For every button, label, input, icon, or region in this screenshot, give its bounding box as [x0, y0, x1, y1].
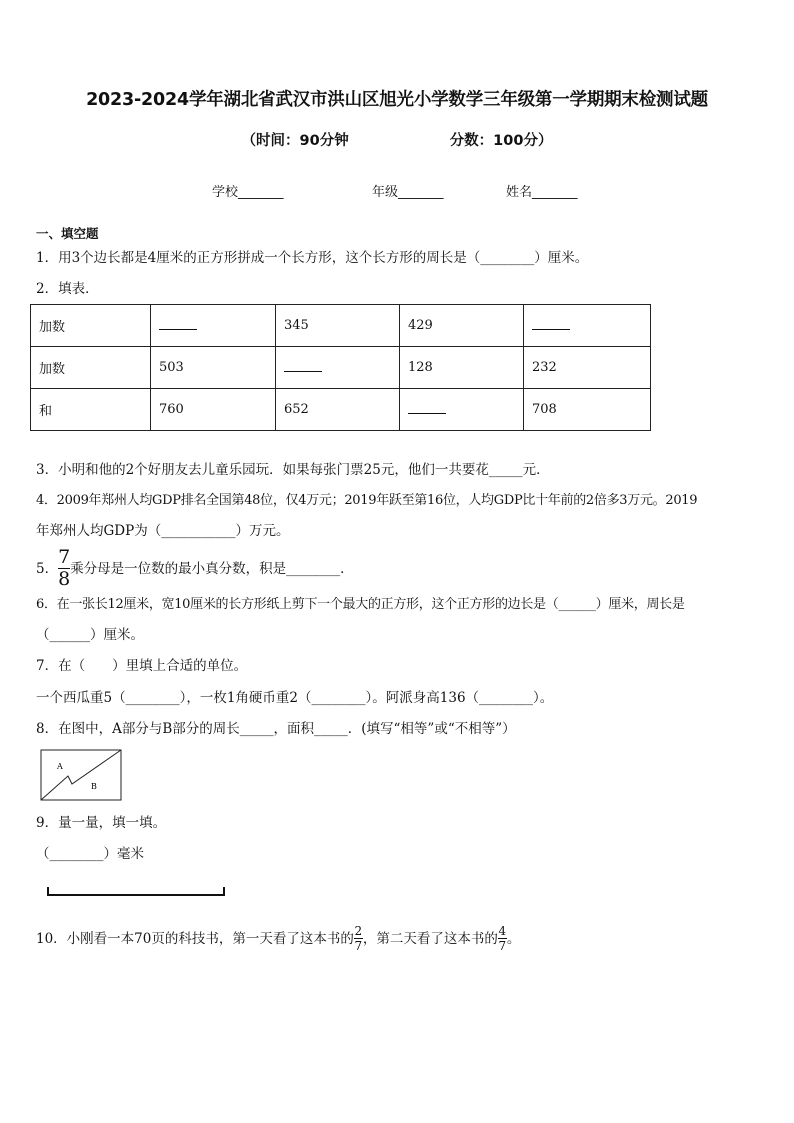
- table-cell: 232: [524, 347, 651, 389]
- table-cell: 760: [151, 389, 276, 431]
- question-5: [36, 548, 354, 589]
- question-9-blank: （________）毫米: [36, 846, 144, 862]
- question-5-number: 5．: [36, 560, 59, 577]
- question-7-line-2: 一个西瓜重5（________），一枚1角硬币重2（________）。阿派身高136（________）。: [36, 690, 554, 706]
- table-cell: 503: [151, 347, 276, 389]
- figure-divider: [41, 750, 121, 800]
- question-6-line-2: （______）厘米。: [36, 627, 144, 643]
- fraction-numerator: 7: [58, 546, 71, 568]
- table-cell-blank[interactable]: [151, 305, 276, 347]
- table-row: [31, 305, 651, 347]
- table-cell-blank[interactable]: [400, 389, 524, 431]
- label-b: B: [91, 782, 97, 791]
- table-cell: 加数: [31, 305, 151, 347]
- table-cell: 345: [276, 305, 400, 347]
- answer-blank[interactable]: [532, 318, 570, 330]
- table-cell-blank[interactable]: [276, 347, 400, 389]
- rectangle-ab-figure: [40, 749, 122, 801]
- question-8: 8．在图中，A部分与B部分的周长_____，面积_____．(填写“相等”或“不相等”）: [36, 721, 516, 737]
- table-cell: 429: [400, 305, 524, 347]
- fraction-denominator: 7: [354, 939, 363, 953]
- section-title: 一、填空题: [36, 226, 99, 241]
- table-cell: 652: [276, 389, 400, 431]
- question-2: 2．填表．: [36, 281, 99, 297]
- table-cell: 708: [524, 389, 651, 431]
- label-a: A: [57, 762, 63, 771]
- exam-meta: [0, 129, 794, 150]
- question-10-text-a: 10．小刚看一本70页的科技书，第一天看了这本书的: [36, 930, 354, 947]
- question-10-text-b: ，第二天看了这本书的: [362, 930, 498, 947]
- page-title: 2023-2024学年湖北省武汉市洪山区旭光小学数学三年级第一学期期末检测试题: [86, 90, 708, 110]
- question-4-line-2: 年郑州人均GDP为（___________）万元。: [36, 523, 290, 539]
- exam-score: 分数：100分）: [449, 133, 553, 149]
- answer-blank[interactable]: [284, 360, 322, 372]
- question-9: 9．量一量，填一填。: [36, 815, 167, 831]
- table-cell: 加数: [31, 347, 151, 389]
- table-cell-blank[interactable]: [524, 305, 651, 347]
- table-cell: 128: [400, 347, 524, 389]
- fraction-numerator: 2: [354, 924, 363, 938]
- addition-table: [30, 304, 651, 431]
- question-10: [36, 925, 520, 952]
- exam-time: （时间：90分钟: [241, 133, 349, 149]
- table-row: [31, 389, 651, 431]
- question-10-text-c: 。: [506, 930, 521, 947]
- fraction-numerator: 4: [498, 924, 507, 938]
- fraction-7-8: [58, 548, 70, 589]
- school-field[interactable]: 学校_______: [212, 185, 284, 200]
- fraction-4-7: [498, 925, 507, 952]
- fraction-denominator: 7: [498, 939, 507, 953]
- name-field[interactable]: 姓名_______: [506, 185, 578, 200]
- table-row: [31, 347, 651, 389]
- table-cell: 和: [31, 389, 151, 431]
- fraction-denominator: 8: [58, 568, 71, 590]
- question-6-line-1: 6．在一张长12厘米，宽10厘米的长方形纸上剪下一个最大的正方形，这个正方形的边长是（______）厘米，周长是: [36, 597, 685, 612]
- question-4-line-1: 4．2009年郑州人均GDP排名全国第48位，仅4万元；2019年跃至第16位，人均GDP比十年前的2倍多3万元。2019: [36, 493, 698, 508]
- question-7-line-1: 7．在（ ）里填上合适的单位。: [36, 658, 248, 674]
- question-1: 1．用3个边长都是4厘米的正方形拼成一个长方形，这个长方形的周长是（________）厘米。: [36, 250, 589, 266]
- figure-outline: [41, 750, 121, 800]
- grade-field[interactable]: 年级_______: [372, 185, 444, 200]
- fraction-2-7: [354, 925, 363, 952]
- answer-blank[interactable]: [408, 402, 446, 414]
- measure-segment: [47, 887, 225, 896]
- question-5-text: 乘分母是一位数的最小真分数，积是________．: [70, 560, 354, 577]
- question-3: 3．小明和他的2个好朋友去儿童乐园玩．如果每张门票25元，他们一共要花_____元．: [36, 462, 550, 478]
- answer-blank[interactable]: [159, 318, 197, 330]
